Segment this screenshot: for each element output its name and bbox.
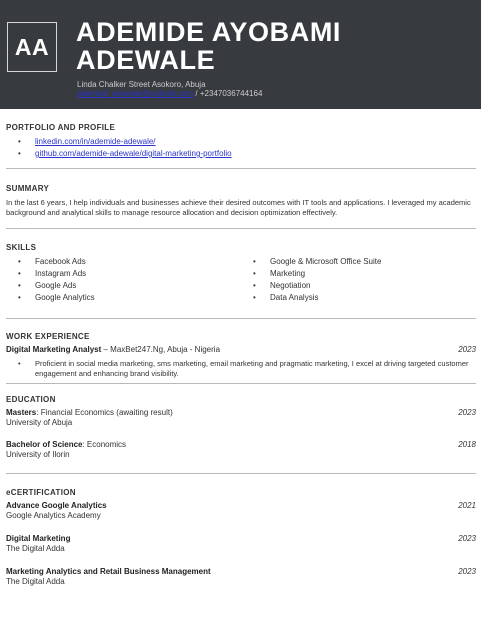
- education-degree: Bachelor of Science: [6, 440, 83, 449]
- certification-name: [6, 501, 107, 510]
- portfolio-section-title: PORTFOLIO AND PROFILE: [6, 123, 116, 132]
- skill-item: • Google Ads: [35, 280, 95, 292]
- portfolio-links: [35, 136, 232, 160]
- skill-item: • Google & Microsoft Office Suite: [270, 256, 381, 268]
- skill-item: • Data Analysis: [270, 292, 381, 304]
- skill-item: • Google Analytics: [35, 292, 95, 304]
- education-degree-line: [6, 440, 126, 449]
- certification-year: 2021: [458, 501, 476, 510]
- section-divider: [6, 318, 476, 319]
- certification-issuer: The Digital Adda: [6, 577, 65, 586]
- job-year: 2023: [458, 345, 476, 354]
- skill-item: • Facebook Ads: [35, 256, 95, 268]
- certification-title: Marketing Analytics and Retail Business Management: [6, 567, 211, 576]
- job-company: – MaxBet247.Ng, Abuja - Nigeria: [101, 345, 221, 354]
- skills-section-title: SKILLS: [6, 243, 37, 252]
- education-section-title: EDUCATION: [6, 395, 56, 404]
- education-year: 2018: [458, 440, 476, 449]
- certification-name: [6, 534, 70, 543]
- list-item: [35, 148, 232, 160]
- work-section-title: WORK EXPERIENCE: [6, 332, 90, 341]
- education-year: 2023: [458, 408, 476, 417]
- job-bullets: [35, 359, 476, 379]
- summary-text: In the last 6 years, I help individuals and businesses achieve their desired outcomes with IT tools and applications. I leveraged my academic background and analytical skills to manage resource allocation and decision optimization effectively.: [6, 198, 471, 217]
- summary-section-title: SUMMARY: [6, 184, 50, 193]
- job-bullet: • Proficient in social media marketing, sms marketing, email marketing and pragmatic marketing, I excel at driving targeted customer engagement and enhancing brand visibility.: [35, 359, 476, 379]
- section-divider: [6, 383, 476, 384]
- candidate-name: ADEMIDE AYOBAMI ADEWALE: [76, 17, 342, 75]
- section-divider: [6, 473, 476, 474]
- education-school: University of Ilorin: [6, 450, 70, 459]
- education-degree-line: [6, 408, 173, 417]
- section-divider: [6, 228, 476, 229]
- skills-list-right: [270, 256, 381, 304]
- monogram: AA: [7, 22, 57, 72]
- skill-item: • Instagram Ads: [35, 268, 95, 280]
- skills-list-left: [35, 256, 95, 304]
- contact-separator: /: [193, 89, 200, 98]
- linkedin-link[interactable]: linkedin.com/in/ademide-adewale/: [35, 137, 156, 146]
- education-degree: Masters: [6, 408, 37, 417]
- section-divider: [6, 168, 476, 169]
- certification-issuer: The Digital Adda: [6, 544, 65, 553]
- skill-item: • Marketing: [270, 268, 381, 280]
- list-item: [35, 136, 232, 148]
- certification-name: [6, 567, 211, 576]
- certification-title: Digital Marketing: [6, 534, 71, 543]
- email-link[interactable]: ademide_adewale@outlook.com: [77, 89, 194, 98]
- resume-header: [0, 0, 481, 109]
- education-field: : Economics: [82, 440, 127, 449]
- certification-year: 2023: [458, 534, 476, 543]
- skill-item: • Negotiation: [270, 280, 381, 292]
- contact-line: [77, 89, 262, 98]
- address: Linda Chalker Street Asokoro, Abuja: [77, 80, 206, 89]
- education-school: University of Abuja: [6, 418, 73, 427]
- job-title-line: [6, 345, 220, 354]
- github-link[interactable]: github.com/ademide-adewale/digital-marketing-portfolio: [35, 149, 232, 158]
- education-field: : Financial Economics (awaiting result): [36, 408, 173, 417]
- certification-issuer: Google Analytics Academy: [6, 511, 101, 520]
- certification-section-title: eCERTIFICATION: [6, 488, 76, 497]
- certification-title: Advance Google Analytics: [6, 501, 107, 510]
- job-role: Digital Marketing Analyst: [6, 345, 102, 354]
- phone: +2347036744164: [199, 89, 263, 98]
- certification-year: 2023: [458, 567, 476, 576]
